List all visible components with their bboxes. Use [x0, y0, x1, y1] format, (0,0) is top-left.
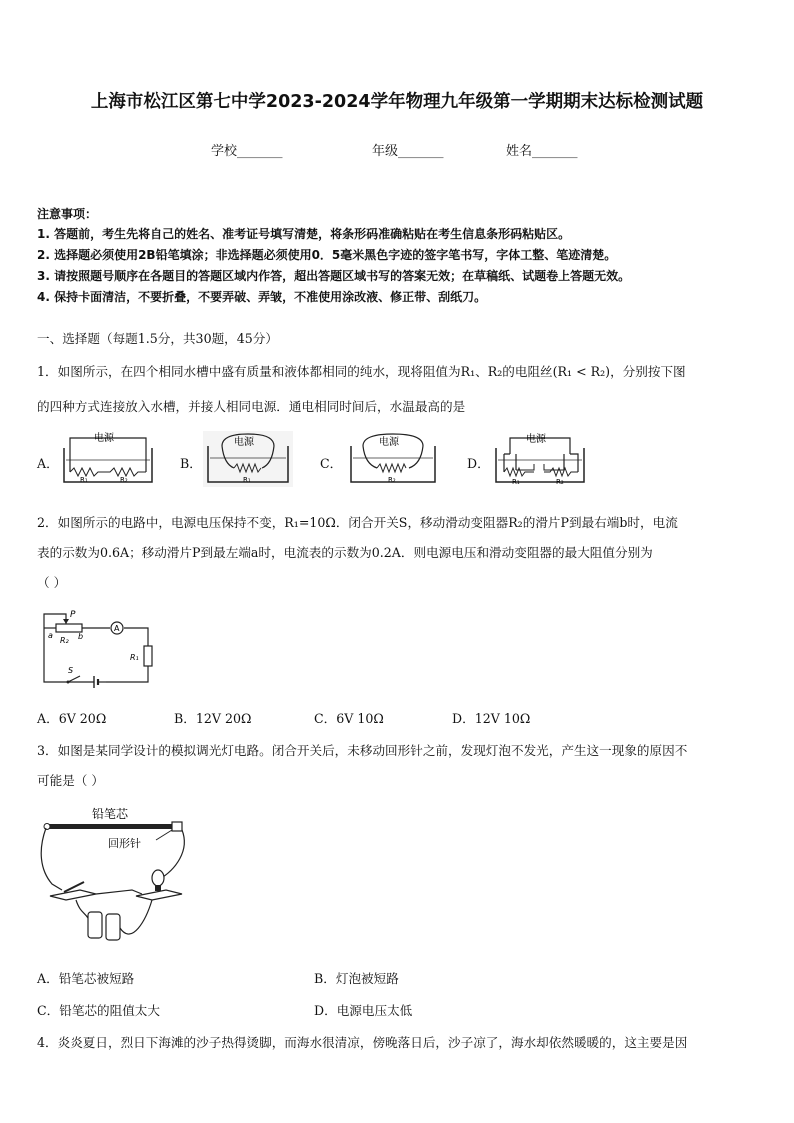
q1-figure-d [490, 430, 590, 488]
q3-text-2: 可能是（ ） [37, 773, 104, 788]
q4-text-1: 4．炎炎夏日，烈日下海滩的沙子热得烫脚，而海水很清凉，傍晚落日后，沙子凉了，海水却依然暖暖的，这主要是因 [37, 1035, 688, 1050]
q1-option-b[interactable]: B． [180, 456, 202, 471]
q2-option-d[interactable]: D．12V 10Ω [452, 711, 531, 726]
q3-option-d[interactable]: D．电源电压太低 [314, 1003, 413, 1018]
q2-text-1: 2．如图所示的电路中，电源电压保持不变，R₁=10Ω．闭合开关S，移动滑动变阻器R₂的滑片P到最右端b时，电流 [37, 515, 678, 530]
q2-label-p: P [70, 610, 76, 620]
q2-label-b: b [78, 632, 84, 641]
bulb-icon [152, 870, 164, 886]
q2-text-2: 表的示数为0.6A；移动滑片P到最左端a时，电流表的示数为0.2A．则电源电压和滑动变阻器的最大阻值分别为 [37, 545, 653, 560]
q2-label-r2: R₂ [60, 636, 69, 645]
battery-icon [88, 912, 102, 938]
notice-item-4: 4. 保持卡面清洁，不要折叠，不要弄破、弄皱，不准使用涂改液、修正带、刮纸刀。 [37, 290, 487, 304]
q1a-source-label: 电源 [94, 433, 114, 444]
svg-text:R₁: R₁ [243, 476, 251, 484]
q1-figure-a [58, 430, 158, 488]
q2-option-b[interactable]: B．12V 20Ω [174, 711, 252, 726]
q1c-source-label: 电源 [379, 437, 399, 448]
grade-field[interactable]: 年级_______ [372, 144, 444, 159]
switch-icon [50, 890, 96, 900]
page-title: 上海市松江区第七中学2023-2024学年物理九年级第一学期期末达标检测试题 [90, 92, 704, 112]
q2-text-3: （ ） [37, 575, 67, 590]
q1-figure-b [202, 430, 294, 488]
q1-option-d[interactable]: D． [467, 456, 490, 471]
q2-circuit-figure [38, 606, 154, 690]
q1d-source-label: 电源 [526, 434, 546, 445]
section-heading: 一、选择题（每题1.5分，共30题，45分） [37, 331, 278, 346]
q2-label-s: S [68, 666, 74, 675]
q2-option-a[interactable]: A．6V 20Ω [37, 711, 107, 726]
q1-figure-c [345, 430, 441, 488]
q1-option-c[interactable]: C． [320, 456, 343, 471]
svg-text:R₁: R₁ [512, 478, 520, 486]
q2-label-ammeter: A [114, 624, 120, 633]
q3-option-c[interactable]: C．铅笔芯的阻值太大 [37, 1003, 160, 1018]
svg-text:R₂: R₂ [120, 476, 128, 484]
svg-text:R₁: R₁ [80, 476, 88, 484]
svg-text:R₂: R₂ [388, 476, 396, 484]
q1b-source-label: 电源 [234, 437, 254, 448]
svg-text:R₂: R₂ [556, 478, 564, 486]
q2-label-a: a [48, 631, 53, 640]
q3-option-b[interactable]: B．灯泡被短路 [314, 971, 399, 986]
name-field[interactable]: 姓名_______ [506, 144, 578, 159]
q3-option-a[interactable]: A．铅笔芯被短路 [37, 971, 135, 986]
notice-item-3: 3. 请按照题号顺序在各题目的答题区域内作答，超出答题区域书写的答案无效；在草稿纸、试题卷上答题无效。 [37, 269, 631, 283]
q1-text-2: 的四种方式连接放入水槽，并接人相同电源．通电相同时间后，水温最高的是 [37, 399, 466, 414]
q3-circuit-figure [36, 800, 196, 950]
q3-label-clip: 回形针 [108, 837, 141, 850]
q3-text-1: 3．如图是某同学设计的模拟调光灯电路。闭合开关后，未移动回形针之前，发现灯泡不发光，产生这一现象的原因不 [37, 743, 688, 758]
q1-text-1: 1．如图所示，在四个相同水槽中盛有质量和液体都相同的纯水，现将阻值为R₁、R₂的电阻丝(R₁ < R₂)，分别按下图 [37, 364, 686, 379]
q2-label-r1: R₁ [130, 653, 139, 662]
school-field[interactable]: 学校_______ [211, 144, 283, 159]
q3-label-pencil: 铅笔芯 [92, 807, 129, 821]
notice-item-1: 1. 答题前，考生先将自己的姓名、准考证号填写清楚，将条形码准确粘贴在考生信息条形码粘贴区。 [37, 227, 571, 241]
q1-option-a[interactable]: A． [37, 456, 59, 471]
notice-heading: 注意事项： [37, 207, 98, 221]
q2-option-c[interactable]: C．6V 10Ω [314, 711, 384, 726]
notice-item-2: 2. 选择题必须使用2B铅笔填涂；非选择题必须使用0．5毫米黑色字迹的签字笔书写，字体工整、笔迹清楚。 [37, 248, 617, 262]
